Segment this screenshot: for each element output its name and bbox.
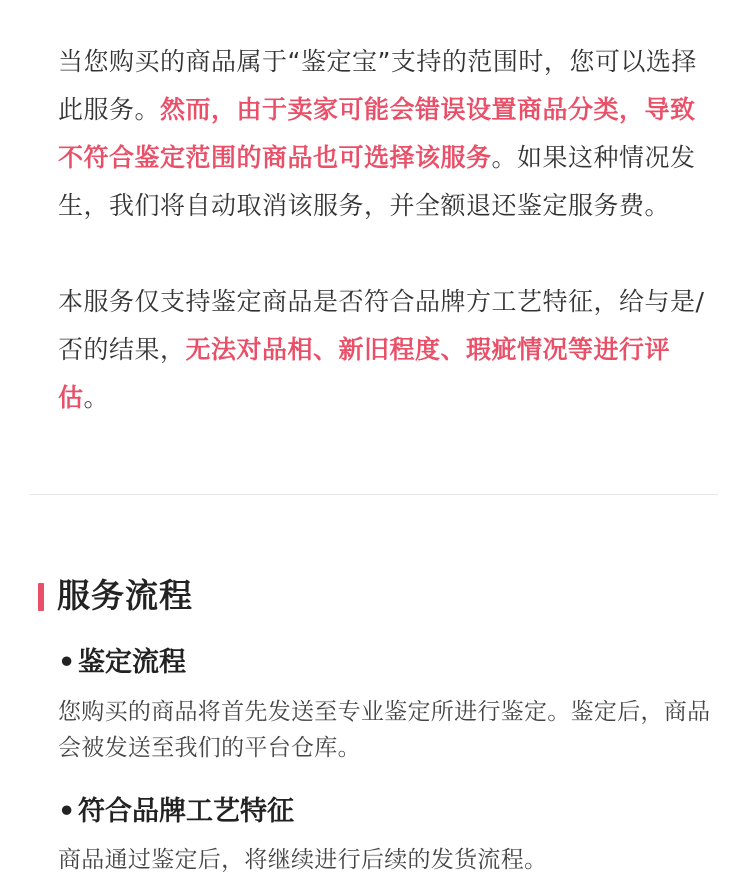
intro-paragraph-2 bbox=[58, 278, 716, 422]
intro-p1-text-end: 。如果这种情况发生，我们将自动取消该服务，并全额退还鉴定服务费。 bbox=[58, 143, 696, 220]
intro-p1-highlight: 然而，由于卖家可能会错误设置商品分类，导致不符合鉴定范围的商品也可选择该服务 bbox=[58, 95, 696, 172]
step-2-description: 商品通过鉴定后，将继续进行后续的发货流程。 bbox=[58, 847, 548, 873]
intro-paragraph-1 bbox=[58, 38, 716, 230]
step-1-title bbox=[58, 645, 186, 681]
intro-p2-text: 本服务仅支持鉴定商品是否符合品牌方工艺特征，给与是/否的结果， bbox=[58, 287, 705, 364]
step-1-description: 您购买的商品将首先发送至专业鉴定所进行鉴定。鉴定后，商品会被发送至我们的平台仓库。 bbox=[58, 699, 711, 761]
heading-accent-bar bbox=[38, 583, 44, 611]
section-divider bbox=[30, 494, 718, 495]
step-2-title bbox=[58, 794, 294, 830]
step-1-title-text: 鉴定流程 bbox=[78, 647, 186, 678]
bullet-icon: • bbox=[58, 796, 76, 827]
intro-p2-highlight: 无法对品相、新旧程度、瑕疵情况等进行评估 bbox=[58, 335, 671, 412]
intro-p1-text: 当您购买的商品属于“鉴定宝”支持的范围时，您可以选择此服务。 bbox=[58, 47, 697, 124]
intro-p2-text-end: 。 bbox=[83, 383, 110, 412]
process-heading: 服务流程 bbox=[57, 576, 193, 615]
step-2-title-text: 符合品牌工艺特征 bbox=[78, 796, 294, 827]
bullet-icon: • bbox=[58, 647, 76, 678]
